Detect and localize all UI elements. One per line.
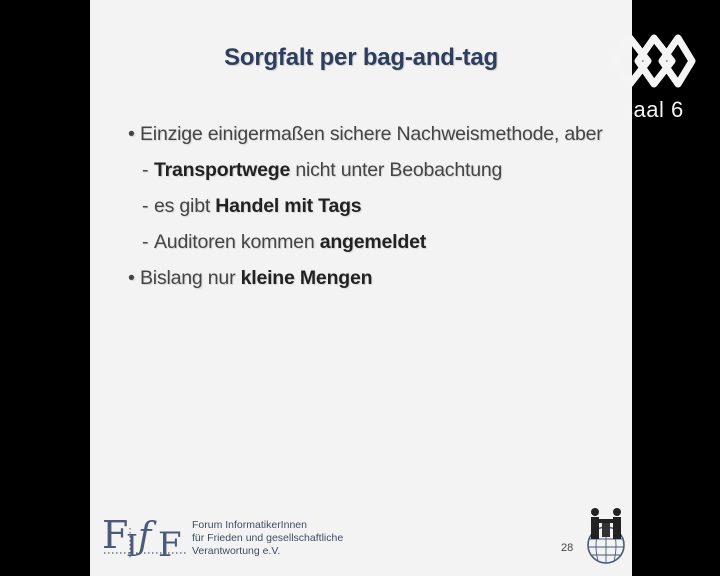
bullet-marker: • xyxy=(128,267,135,289)
svg-text:I: I xyxy=(126,529,138,564)
org-name-line: Forum InformatikerInnen xyxy=(192,519,307,531)
org-name-line: für Frieden und gesellschaftliche xyxy=(192,532,344,544)
bullet-emphasis: Handel mit Tags xyxy=(215,195,362,217)
bullet-text: Bislang nur xyxy=(140,267,241,289)
bullet-emphasis: angemeldet xyxy=(319,231,427,253)
presentation-slide xyxy=(90,0,632,576)
bullet-text: nicht unter Beobachtung xyxy=(290,159,503,181)
bullet-list xyxy=(128,118,628,298)
bullet-emphasis: Transportwege xyxy=(154,159,291,181)
bullet-marker: • xyxy=(128,123,135,145)
svg-text:F: F xyxy=(158,525,182,564)
fiff-logo-icon xyxy=(102,506,188,564)
bullet-item xyxy=(128,262,628,298)
dash-marker: - xyxy=(142,159,149,181)
bullet-text: Auditoren kommen xyxy=(154,231,320,253)
bullet-text: Einzige einigermaßen sichere Nachweismethode, aber xyxy=(140,123,603,145)
channel-label: saal 6 xyxy=(622,97,684,122)
slide-title: Sorgfalt per bag-and-tag xyxy=(224,44,498,71)
bullet-text: es gibt xyxy=(154,195,216,217)
bullet-emphasis: kleine Mengen xyxy=(240,267,373,289)
org-name-line: Verantwortung e.V. xyxy=(192,545,281,557)
org-name xyxy=(192,519,343,558)
channel-logo-icon xyxy=(608,26,696,96)
sub-bullet-item xyxy=(128,226,628,262)
dash-marker: - xyxy=(142,231,149,253)
dash-marker: - xyxy=(142,195,149,217)
fair-computer-logo-icon xyxy=(583,503,629,571)
sub-bullet-item xyxy=(128,154,628,190)
svg-text:F: F xyxy=(102,513,129,557)
page-number: 28 xyxy=(561,542,574,554)
svg-text:f: f xyxy=(138,516,152,557)
bullet-item xyxy=(128,118,628,154)
sub-bullet-item xyxy=(128,190,628,226)
